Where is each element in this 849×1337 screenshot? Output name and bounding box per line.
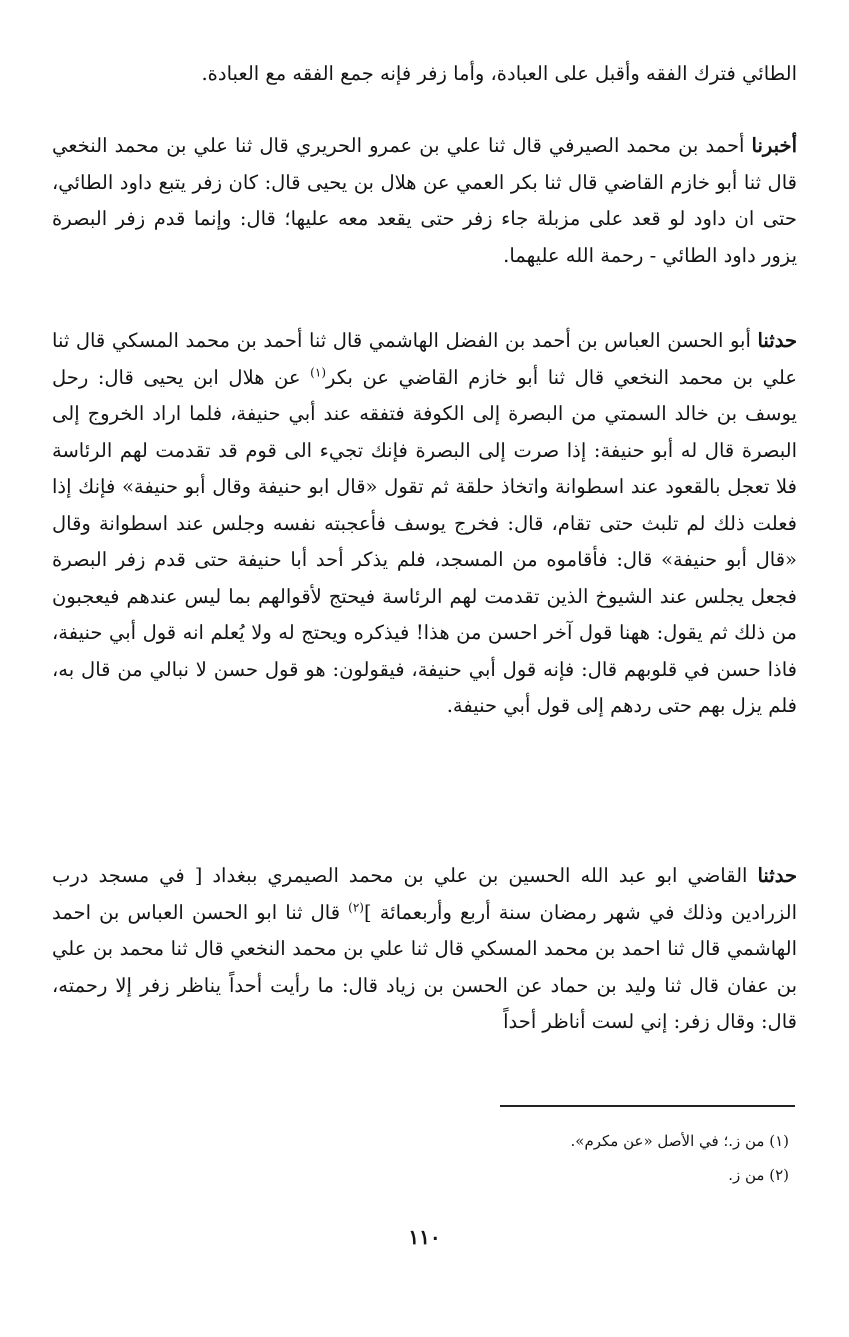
paragraph-text: أحمد بن محمد الصيرفي قال ثنا علي بن عمرو الحريري قال ثنا علي بن محمد النخعي قال ثنا أبو خازم القاضي قال ثنا بكر العمي عن هلال بن يحيى قال: كان زفر يتبع داود الطائي، حتى ان داود لو قعد على مزبلة جاء زفر حتى يقعد معه عليها؛ قال: وإنما قدم زفر البصرة يزور داود الطائي - رحمة الله عليهما. [52, 134, 797, 267]
paragraph-report-2 [52, 323, 797, 725]
report-lead-word: حدثنا [757, 329, 797, 352]
footnote-1: (١) من ز.؛ في الأصل «عن مكرم». [570, 1132, 789, 1150]
report-lead-word: حدثنا [757, 864, 797, 887]
paragraph-opening-line [52, 56, 797, 93]
footnote-2: (٢) من ز. [728, 1166, 789, 1184]
paragraph-text: الطائي فترك الفقه وأقبل على العبادة، وأما زفر فإنه جمع الفقه مع العبادة. [201, 62, 797, 85]
paragraph-text: أبو الحسن العباس بن أحمد بن الفضل الهاشمي قال ثنا أحمد بن محمد المسكي قال ثنا علي بن محمد النخعي قال ثنا أبو خازم القاضي عن بكر [52, 329, 797, 389]
report-lead-word: أخبرنا [751, 134, 797, 157]
page-number: ١١٠ [408, 1225, 441, 1249]
footnote-marker: (١) [310, 365, 326, 379]
paragraph-report-3 [52, 858, 797, 1041]
paragraph-report-1 [52, 128, 797, 274]
paragraph-text: القاضي ابو عبد الله الحسين بن علي بن محمد الصيمري ببغداد [ في مسجد درب الزرادين وذلك في شهر رمضان سنة أربع وأربعمائة ] [52, 864, 797, 924]
paragraph-text: عن هلال ابن يحيى قال: رحل يوسف بن خالد السمتي من البصرة إلى الكوفة فتفقه عند أبي حنيفة، فلما اراد الخروج إلى البصرة قال له أبو حنيفة: إذا صرت إلى البصرة فإنك تجيء الى قوم قد تقدمت لهم الرئاسة فلا تعجل بالقعود عند اسطوانة واتخاذ حلقة ثم تقول «قال ابو حنيفة وقال أبو حنيفة» فإنك إذا فعلت ذلك لم تلبث حتى تقام، قال: فخرج يوسف فأعجبته نفسه وجلس عند اسطوانة وقال «قال أبو حنيفة» قال: فأقاموه من المسجد، فلم يذكر أحد أبا حنيفة حتى قدم زفر البصرة فجعل يجلس عند الشيوخ الذين تقدمت لهم الرئاسة فيحتج لأقوالهم بما ليس عندهم فيعجبون من ذلك ثم يقول: ههنا قول آخر احسن من هذا! فيذكره ويحتج له ولا يُعلم انه قول أبي حنيفة، فاذا حسن في قلوبهم قال: فإنه قول أبي حنيفة، فيقولون: هو قول حسن لا نبالي من قال به، فلم يزل بهم حتى ردهم إلى قول أبي حنيفة. [52, 365, 797, 717]
footnote-marker: (٢) [348, 900, 364, 914]
footnote-divider [500, 1105, 795, 1107]
paragraph-text: قال ثنا ابو الحسن العباس بن احمد الهاشمي قال ثنا احمد بن محمد المسكي قال ثنا علي بن محمد النخعي قال ثنا محمد بن علي بن عفان قال ثنا وليد بن حماد عن الحسن بن زياد قال: ما رأيت أحداً يناظر زفر إلا رحمته، قال: وقال زفر: إني لست أناظر أحداً [52, 900, 797, 1033]
